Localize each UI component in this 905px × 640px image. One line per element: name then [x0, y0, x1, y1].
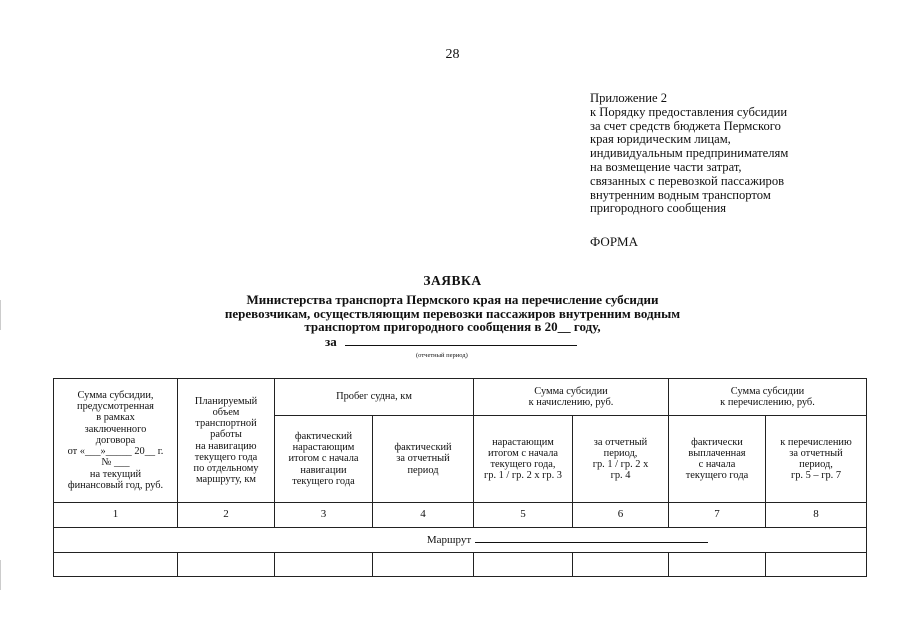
column-number: 1: [54, 503, 178, 528]
header-col2: Планируемый объем транспортной работы на навигацию текущего года по отдельному маршруту, км: [178, 379, 275, 503]
period-caption: (отчетный период): [416, 352, 468, 359]
data-cell[interactable]: [766, 553, 867, 577]
reporting-period-line: [325, 334, 577, 350]
header-col3: фактический нарастающим итогом с начала навигации текущего года: [275, 416, 373, 503]
document-title: ЗАЯВКА: [423, 273, 482, 288]
period-blank[interactable]: [345, 335, 577, 346]
column-number: 7: [669, 503, 766, 528]
appendix-line: края юридическим лицам,: [590, 132, 731, 147]
subtitle-line: Министерства транспорта Пермского края на перечисление субсидии: [246, 292, 659, 307]
header-col4: фактический за отчетный период: [373, 416, 474, 503]
subtitle-line: транспортом пригородного сообщения в 20__ году,: [304, 319, 601, 334]
appendix-line: Приложение 2: [590, 91, 668, 105]
column-number: 5: [474, 503, 573, 528]
subtitle-line: перевозчикам, осуществляющим перевозки пассажиров внутренним водным: [224, 305, 681, 321]
appendix-line: индивидуальным предпринимателям: [590, 146, 789, 161]
page-number: 28: [445, 47, 460, 62]
data-cell[interactable]: [669, 553, 766, 577]
header-group-accrual: Сумма субсидии к начислению, руб.: [474, 379, 669, 416]
column-number: 6: [573, 503, 669, 528]
header-col8: к перечислению за отчетный период, гр. 5 – гр. 7: [766, 416, 867, 503]
data-cell[interactable]: [474, 553, 573, 577]
form-label: ФОРМА: [590, 234, 638, 249]
appendix-line: пригородного сообщения: [590, 201, 727, 216]
route-label: Маршрут: [426, 534, 472, 547]
header-group-mileage: Пробег судна, км: [275, 379, 474, 416]
appendix-line: за счет средств бюджета Пермского: [590, 118, 781, 133]
route-field: [427, 533, 708, 546]
data-cell[interactable]: [178, 553, 275, 577]
data-cell[interactable]: [275, 553, 373, 577]
header-row-group: [54, 379, 867, 416]
period-prefix: за: [325, 334, 337, 349]
appendix-line: внутренним водным транспортом: [590, 187, 771, 202]
appendix-line: к Порядку предоставления субсидии: [590, 104, 788, 119]
data-row: [54, 553, 867, 577]
column-number: 2: [178, 503, 275, 528]
column-number: 8: [766, 503, 867, 528]
document-subtitle: [150, 293, 755, 334]
data-cell[interactable]: [373, 553, 474, 577]
data-cell[interactable]: [573, 553, 669, 577]
column-number: 4: [373, 503, 474, 528]
header-col6: за отчетный период, гр. 1 / гр. 2 х гр. 4: [573, 416, 669, 503]
scan-edge-mark: [0, 300, 1, 330]
appendix-line: на возмещение части затрат,: [590, 159, 742, 174]
header-col5: нарастающим итогом с начала текущего года, гр. 1 / гр. 2 х гр. 3: [474, 416, 573, 503]
appendix-block: [590, 92, 890, 216]
route-blank[interactable]: [475, 533, 708, 543]
appendix-line: связанных с перевозкой пассажиров: [590, 173, 785, 188]
scan-edge-mark: [0, 560, 1, 590]
route-row: [54, 528, 867, 553]
header-col7: фактически выплаченная с начала текущего года: [669, 416, 766, 503]
header-col1: Сумма субсидии, предусмотренная в рамках заключенного договора от «___»_____ 20__ г. № ___ на текущий финансовый год, руб.: [54, 379, 178, 503]
column-number: 3: [275, 503, 373, 528]
header-group-transfer: Сумма субсидии к перечислению, руб.: [669, 379, 867, 416]
route-cell: [54, 528, 867, 553]
data-cell[interactable]: [54, 553, 178, 577]
subsidy-request-table: [53, 378, 867, 577]
column-number-row: [54, 503, 867, 528]
